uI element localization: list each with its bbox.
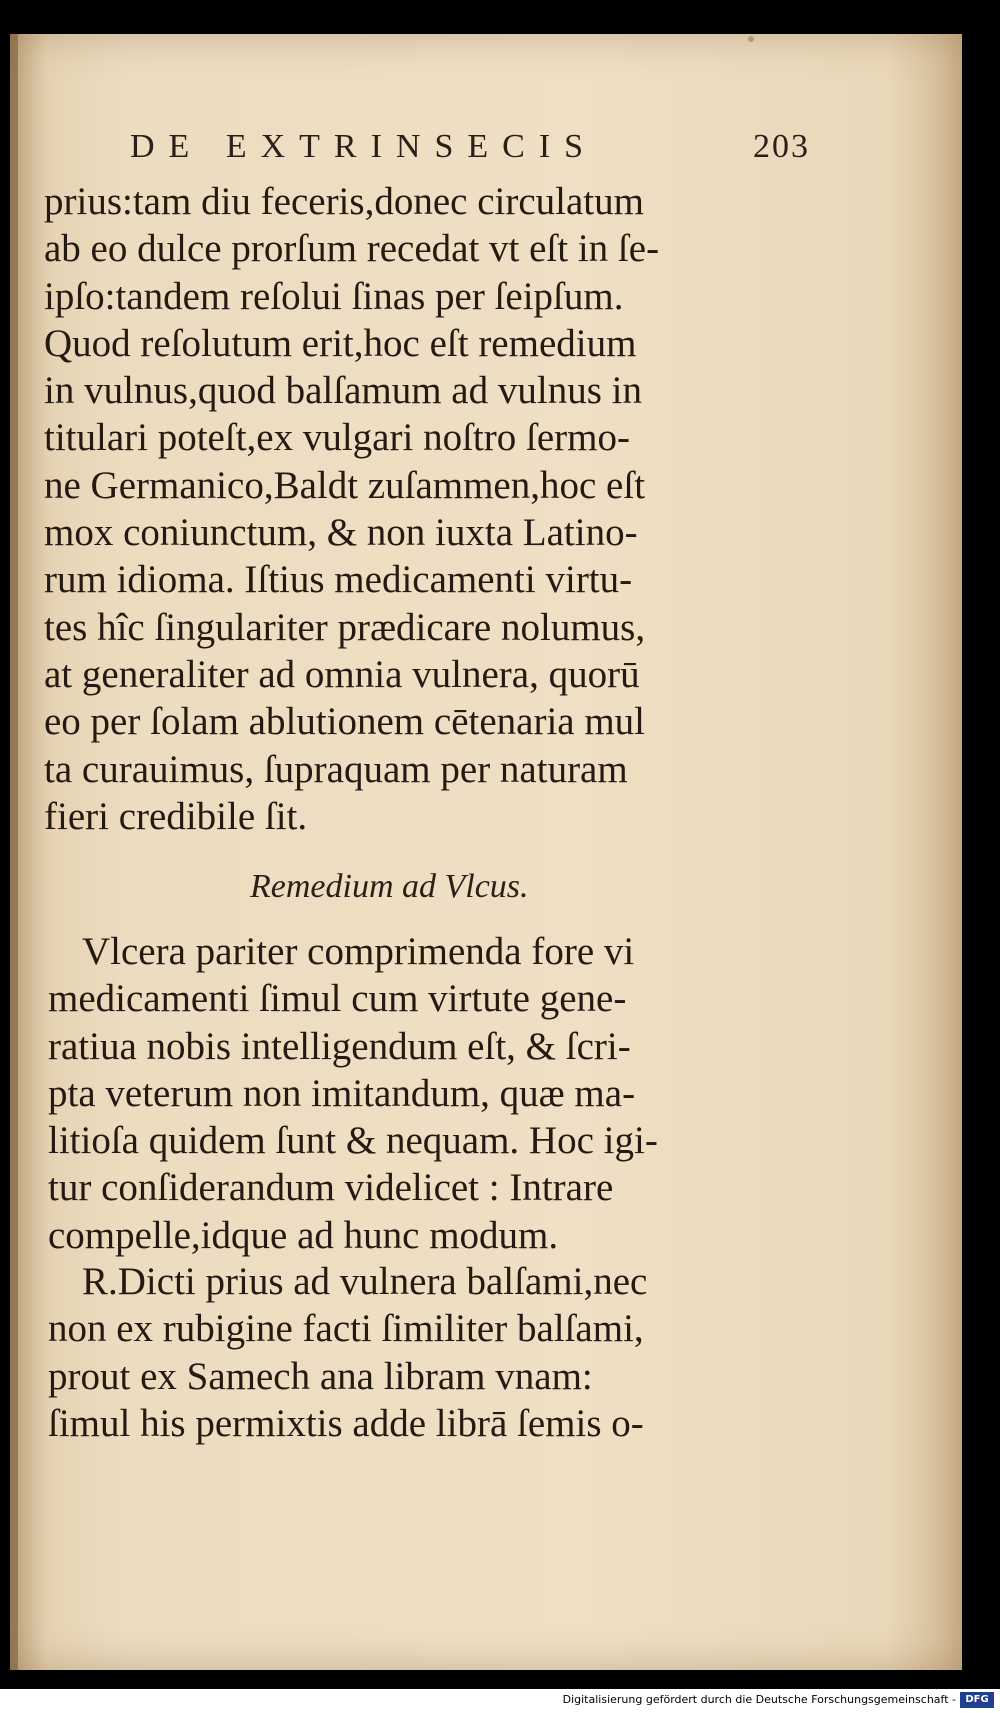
text-line: ſimul his permixtis adde librā ſemis o- (48, 1401, 644, 1445)
funding-credit: Digitalisierung gefördert durch die Deutsche Forschungsgemeinschaft - (562, 1693, 956, 1706)
paragraph-1 (44, 178, 754, 840)
text-line: in vulnus,quod balſamum ad vulnus in (44, 369, 642, 413)
section-heading: Remedium ad Vlcus. (250, 868, 529, 905)
text-line: litioſa quidem ſunt & nequam. Hoc igi- (48, 1119, 658, 1163)
text-line: ratiua nobis intelligendum eſt, & ſcri- (48, 1024, 631, 1068)
text-line: ipſo:tandem reſolui ſinas per ſeipſum. (44, 274, 624, 318)
page-number: 203 (753, 128, 810, 165)
text-line: tes hîc ſingulariter prædicare nolumus, (44, 605, 646, 649)
text-line: prout ex Samech ana libram vnam: (48, 1354, 593, 1398)
text-line: rum idioma. Iſtius medicamenti virtu- (44, 558, 633, 602)
text-line: compelle,idque ad hunc modum. (48, 1213, 559, 1257)
paragraph-2 (48, 928, 758, 1259)
running-header (130, 128, 810, 172)
text-line: fieri credibile ſit. (44, 794, 308, 838)
text-line: mox coniunctum, & non iuxta Latino- (44, 511, 638, 555)
text-line: eo per ſolam ablutionem cētenaria mul (44, 700, 646, 744)
text-line: R.Dicti prius ad vulnera balſami,nec (82, 1260, 648, 1303)
text-line: prius:tam diu feceris,donec circulatum (44, 180, 644, 223)
text-line: at generaliter ad omnia vulnera, quorū (44, 652, 640, 696)
text-line: non ex rubigine facti ſimiliter balſami, (48, 1307, 644, 1351)
text-line: ab eo dulce prorſum recedat vt eſt in ſe- (44, 227, 660, 271)
paper-blemish (748, 36, 754, 42)
footer-bar (0, 1689, 1000, 1713)
running-title: DE EXTRINSECIS (130, 128, 598, 165)
text-line: Vlcera pariter comprimenda fore vi (82, 930, 635, 973)
dfg-logo: DFG (960, 1692, 994, 1708)
text-line: ta curauimus, ſupraquam per naturam (44, 747, 628, 791)
text-line: pta veterum non imitandum, quæ ma- (48, 1071, 636, 1115)
text-line: Quod reſolutum erit,hoc eſt remedium (44, 321, 637, 365)
page-gutter-edge (10, 34, 18, 1670)
text-line: titulari poteſt,ex vulgari noſtro ſermo- (44, 416, 630, 460)
text-line: medicamenti ſimul cum virtute gene- (48, 977, 627, 1021)
text-line: tur conſiderandum videlicet : Intrare (48, 1166, 614, 1210)
text-line: ne Germanico,Baldt zuſammen,hoc eſt (44, 463, 646, 507)
paragraph-3 (48, 1258, 758, 1447)
